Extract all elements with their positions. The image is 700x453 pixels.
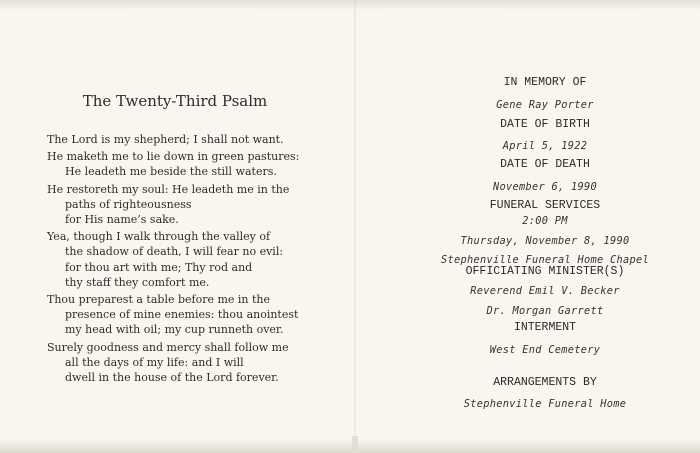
verse-line: Yea, though I walk through the valley of	[47, 230, 271, 244]
verse-line: all the days of my life: and I will	[65, 355, 244, 369]
verse-line: for thou art with me; Thy rod and	[65, 260, 253, 274]
service-time: 2:00 PM	[522, 215, 568, 227]
verse-line: the shadow of death, I will fear no evil:	[65, 245, 284, 259]
minister-1: Reverend Emil V. Becker	[470, 285, 620, 297]
card-fold-line	[354, 0, 356, 453]
psalm-verse-6	[47, 340, 347, 386]
verse-line: He leadeth me beside the still waters.	[65, 165, 277, 179]
verse-line: The Lord is my shepherd; I shall not want.	[47, 133, 284, 146]
deceased-name: Gene Ray Porter	[496, 99, 594, 111]
minister-2: Dr. Morgan Garrett	[486, 305, 604, 317]
date-of-birth: April 5, 1922	[502, 140, 588, 152]
officiating-ministers-label: OFFICIATING MINISTER(S)	[465, 265, 625, 278]
card-fold-crease	[352, 436, 358, 453]
funeral-services-label: FUNERAL SERVICES	[489, 199, 601, 212]
verse-line: He restoreth my soul: He leadeth me in the	[47, 182, 290, 196]
arrangements-by: Stephenville Funeral Home	[463, 398, 627, 410]
interment-place: West End Cemetery	[489, 344, 601, 356]
memorial-panel	[400, 0, 690, 453]
psalm-body	[47, 132, 347, 387]
verse-line: Surely goodness and mercy shall follow me	[47, 340, 289, 354]
service-date: Thursday, November 8, 1990	[460, 235, 630, 247]
verse-line: dwell in the house of the Lord forever.	[65, 371, 279, 385]
verse-line: thy staff they comfort me.	[65, 275, 210, 289]
verse-line: Thou preparest a table before me in the	[47, 293, 271, 307]
verse-line: presence of mine enemies: thou anointest	[65, 308, 299, 322]
service-location: Stephenville Funeral Home Chapel	[441, 254, 649, 266]
in-memory-label: IN MEMORY OF	[503, 76, 587, 89]
psalm-verse-1	[47, 132, 347, 147]
arrangements-label: ARRANGEMENTS BY	[493, 376, 597, 389]
psalm-verse-5	[47, 292, 347, 338]
date-of-death: November 6, 1990	[493, 181, 597, 193]
verse-line: paths of righteousness	[65, 197, 192, 211]
interment-label: INTERMENT	[513, 321, 577, 334]
psalm-verse-3	[47, 182, 347, 228]
date-of-birth-label: DATE OF BIRTH	[500, 118, 590, 131]
psalm-verse-2	[47, 149, 347, 179]
psalm-verse-4	[47, 229, 347, 290]
psalm-title: The Twenty-Third Psalm	[82, 92, 268, 110]
verse-line: for His name’s sake.	[65, 213, 179, 227]
date-of-death-label: DATE OF DEATH	[500, 158, 590, 171]
verse-line: my head with oil; my cup runneth over.	[65, 323, 284, 337]
verse-line: He maketh me to lie down in green pastures:	[47, 150, 300, 164]
